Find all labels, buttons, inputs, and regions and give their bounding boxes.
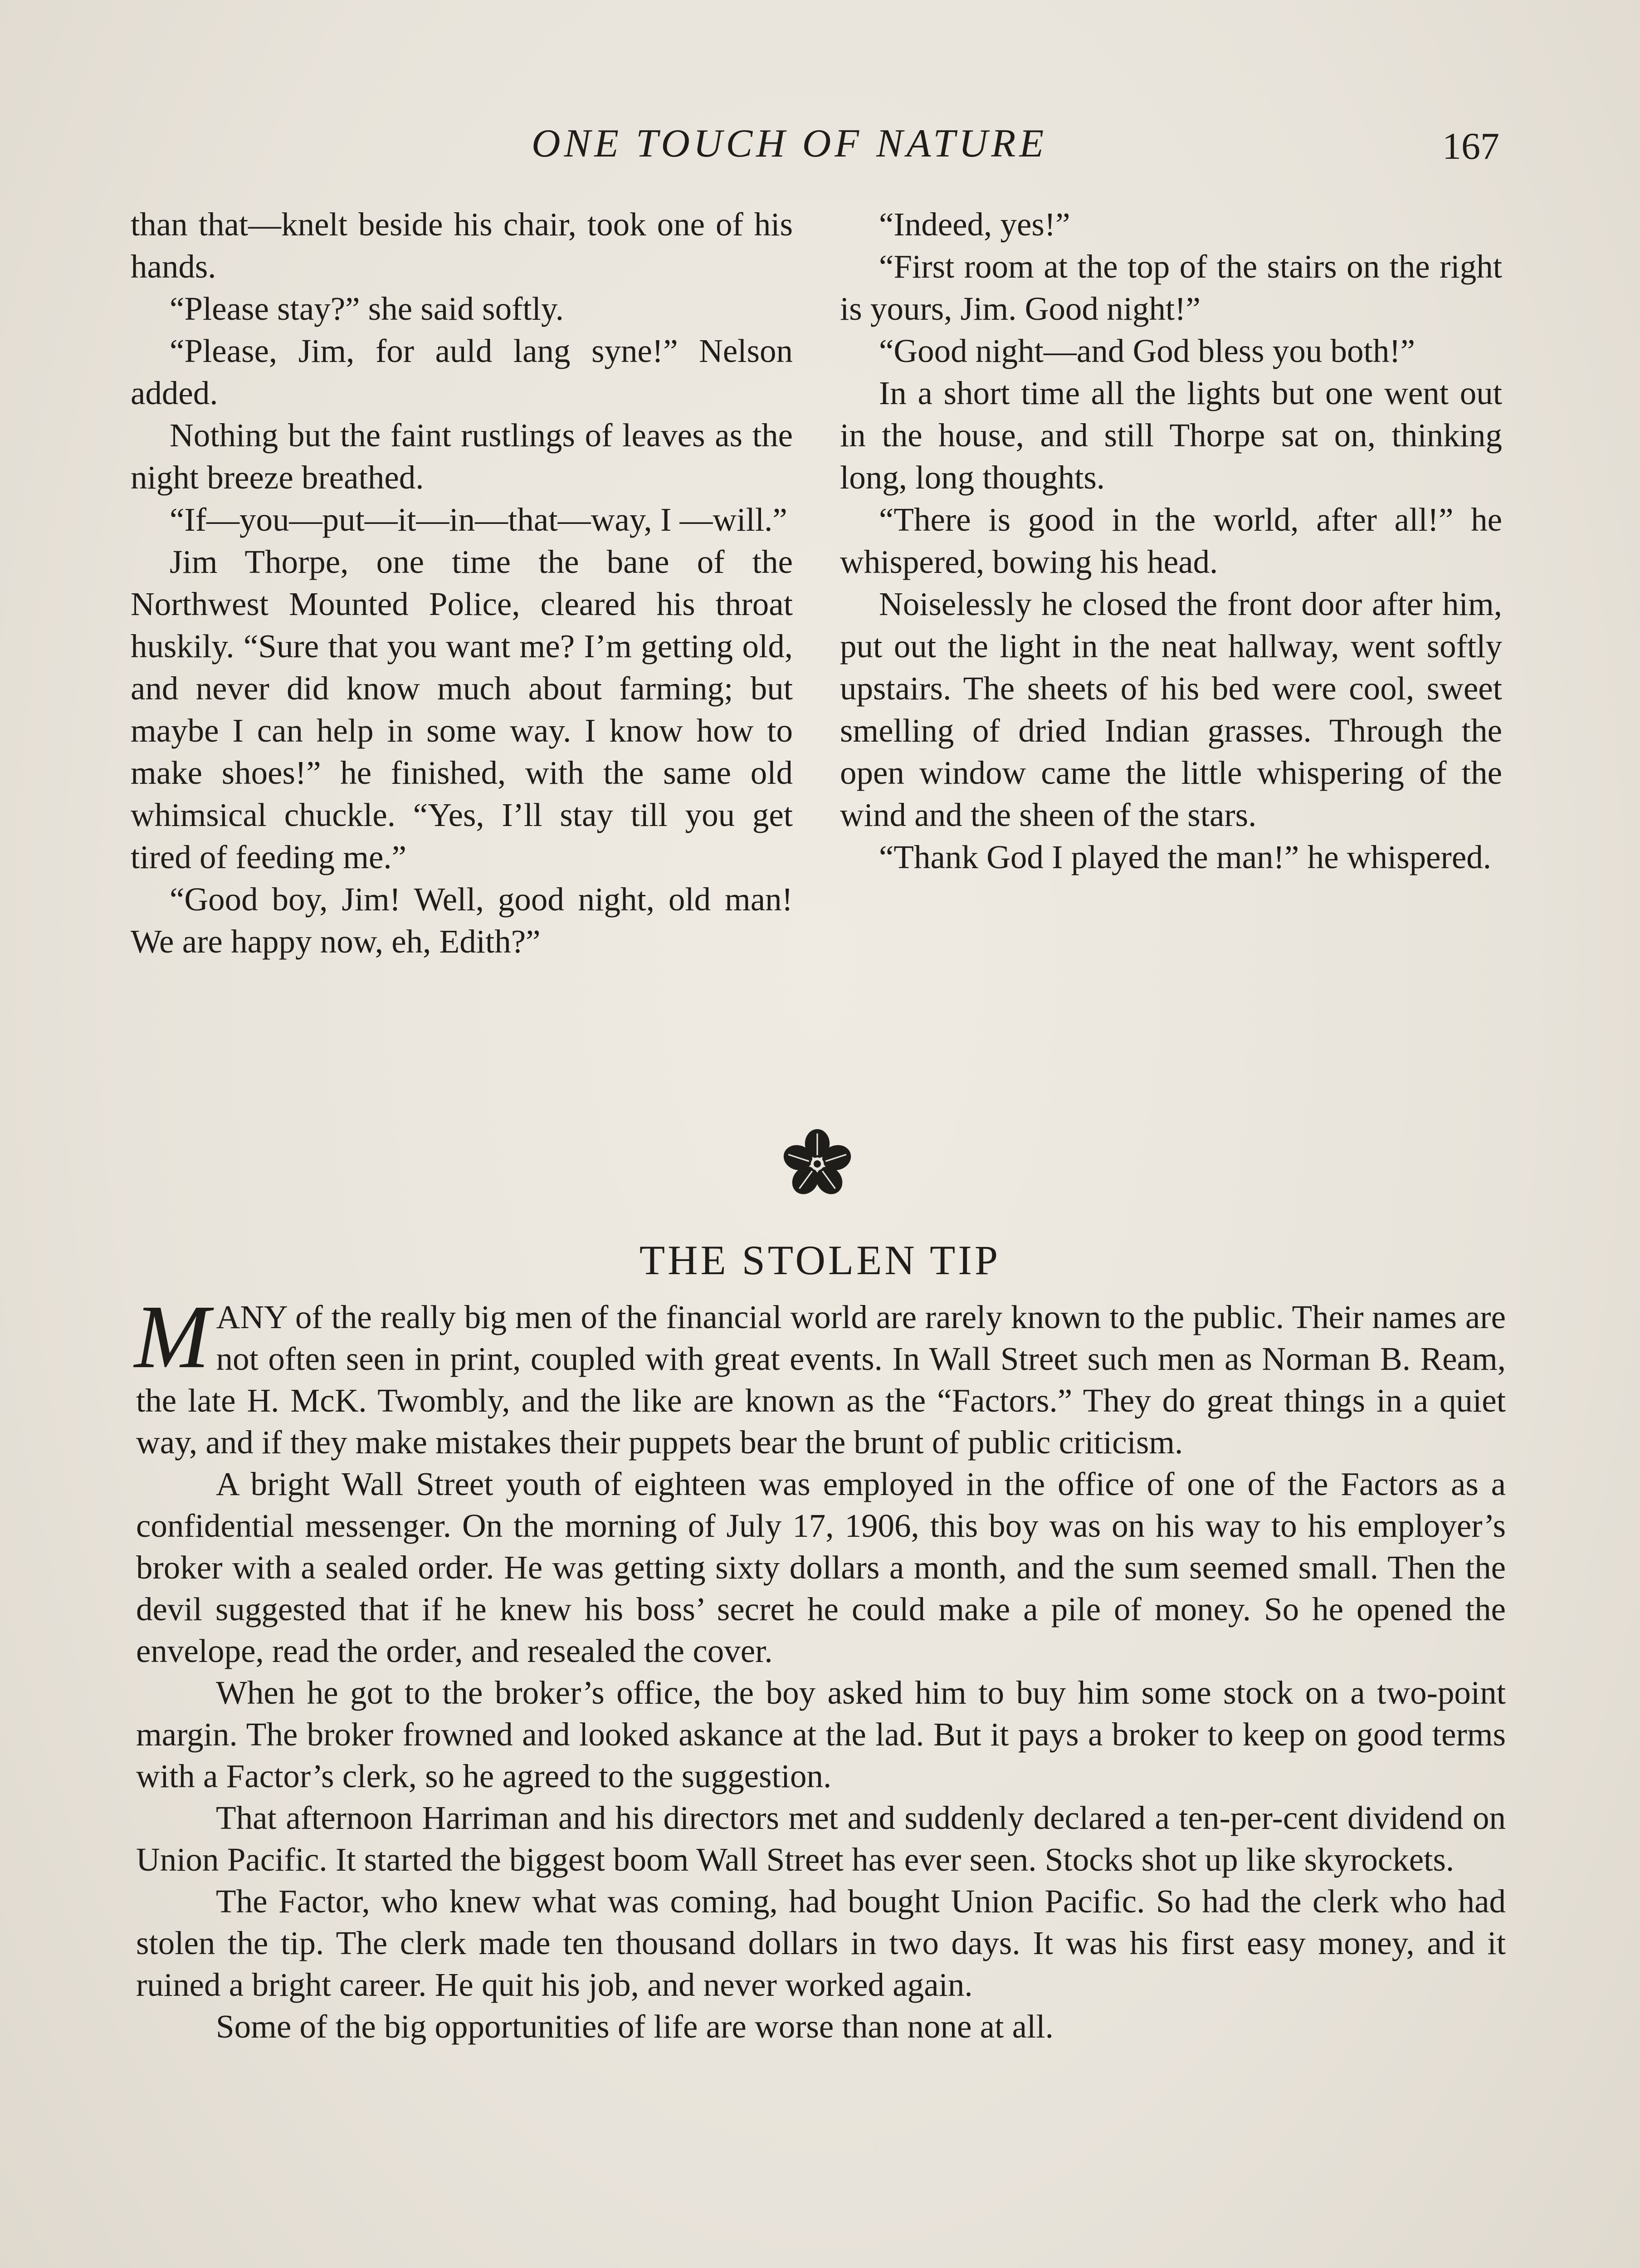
left-paragraph: than that—knelt beside his chair, took one of his hands. [131,206,793,285]
flower-ornament-icon [781,1128,854,1200]
left-paragraph: Nothing but the faint rustlings of leaves as the night breeze breathed. [131,417,793,496]
right-paragraph: “Thank God I played the man!” he whispered. [879,839,1492,875]
right-paragraph: Noiselessly he closed the front door after him, put out the light in the neat hallway, went softly upstairs. The sheets of his bed were cool, sweet smelling of dried Indian grasses. Through the open window came the little whispering of the wind and the sheen of the stars. [840,586,1502,833]
right-paragraph: “Indeed, yes!” [879,206,1070,243]
article-body [134,1287,1506,2048]
right-paragraph: In a short time all the lights but one went out in the house, and still Thorpe sat on, thinking long, long thoughts. [840,375,1502,496]
left-paragraph: “Good boy, Jim! Well, good night, old man! We are happy now, eh, Edith?” [131,881,793,960]
running-title: ONE TOUCH OF NATURE [532,122,1048,166]
article-first-paragraph [134,1287,1506,1463]
article-paragraph: A bright Wall Street youth of eighteen was employed in the office of one of the Factors as a confidential messenger. On the morning of July 17, 1906, this boy was on his way to his employer’s broker with a sealed order. He was getting sixty dollars a month, and the sum seemed small. Then the devil suggested that if he knew his boss’ secret he could make a pile of money. So he opened the envelope, read the order, and resealed the cover. [136,1466,1506,1669]
article-paragraph: When he got to the broker’s office, the boy asked him to buy him some stock on a two-point margin. The broker frowned and looked askance at the lad. But it pays a broker to keep on good terms with a Factor’s clerk, so he agreed to the suggestion. [136,1674,1506,1794]
right-column [840,203,1502,878]
left-column [131,203,793,963]
article-title: THE STOLEN TIP [639,1237,1001,1283]
first-paragraph-text: ANY of the really big men of the financial world are rarely known to the public. Their names are not often seen in print, coupled with great events. In Wall Street such men as Norman B. Ream, the late H. McK. Twombly, and the like are known as the “Factors.” They do great things in a quiet way, and if they make mistakes their puppets bear the brunt of public criticism. [136,1299,1506,1461]
article-paragraph: The Factor, who knew what was coming, had bought Union Pacific. So had the clerk who had stolen the tip. The clerk made ten thousand dollars in two days. It was his first easy money, and it ruined a bright career. He quit his job, and never worked again. [136,1883,1506,2003]
page-number: 167 [1442,125,1499,167]
right-paragraph: “Good night—and God bless you both!” [879,332,1415,369]
left-paragraph: “Please stay?” she said softly. [170,290,564,327]
drop-cap: M [134,1287,210,1387]
right-paragraph: “There is good in the world, after all!” he whispered, bowing his head. [840,501,1502,580]
right-paragraph: “First room at the top of the stairs on the right is yours, Jim. Good night!” [840,248,1502,327]
left-paragraph: “Please, Jim, for auld lang syne!” Nelson added. [131,332,793,411]
left-paragraph: Jim Thorpe, one time the bane of the Northwest Mounted Police, cleared his throat huskily. “Sure that you want me? I’m getting old, and never did know much about farming; but maybe I can help in some way. I know how to make shoes!” he finished, with the same old whimsical chuckle. “Yes, I’ll stay till you get tired of feeding me.” [131,543,793,875]
left-paragraph: “If—you—put—it—in—that—way, I —will.” [170,501,787,538]
article-paragraph: Some of the big opportunities of life are worse than none at all. [216,2008,1054,2045]
article-paragraph: That afternoon Harriman and his directors met and suddenly declared a ten-per-cent dividend on Union Pacific. It started the biggest boom Wall Street has ever seen. Stocks shot up like skyrockets. [136,1799,1506,1878]
